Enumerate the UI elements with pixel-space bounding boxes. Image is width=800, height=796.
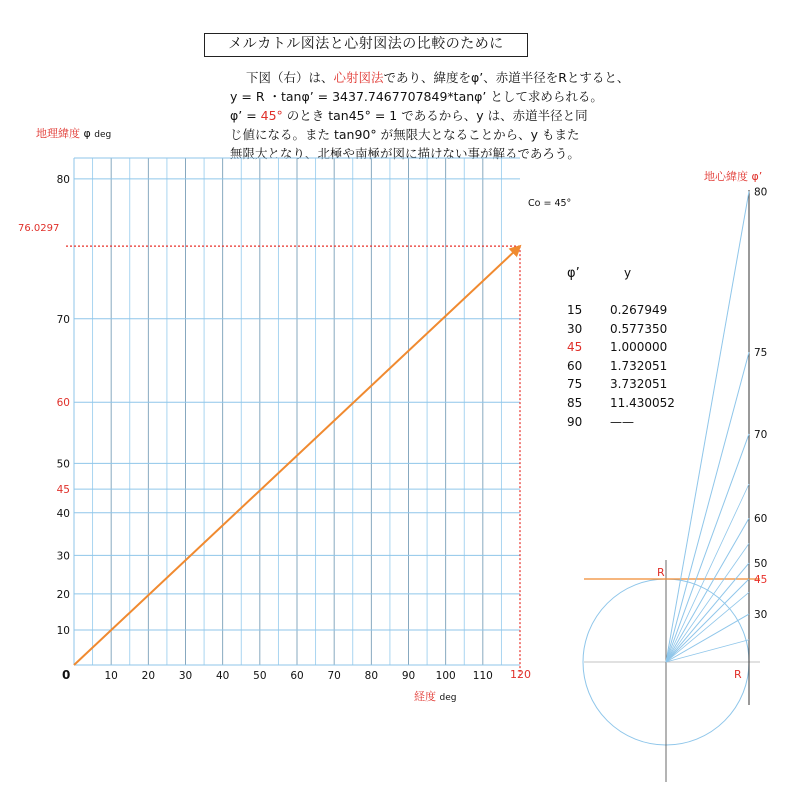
x-tick-label: 10 — [104, 670, 118, 682]
x-tick-label: 80 — [364, 670, 379, 682]
projection-ray — [666, 352, 749, 662]
x-tick-label: 40 — [215, 670, 230, 682]
description-highlight: 心射図法 — [333, 70, 384, 85]
projection-ray — [666, 434, 749, 662]
ray-label: 70 — [754, 428, 768, 441]
table-cell-phi: 90 — [567, 414, 583, 429]
y-axis-title — [36, 125, 111, 141]
x-tick-label: 50 — [253, 670, 267, 682]
table-cell-y: 1.000000 — [610, 340, 668, 355]
table-cell-phi: 15 — [567, 303, 583, 317]
y-tick-label: 30 — [56, 550, 70, 563]
ray-label: 30 — [754, 609, 768, 622]
projection-ray — [666, 614, 749, 662]
table-cell-phi: 30 — [567, 321, 583, 336]
right-diagram-title-text: 地心緯度 φ’ — [704, 170, 763, 183]
y-tick-label: 10 — [56, 625, 70, 637]
y-marker-label: 76.0297 — [18, 223, 60, 234]
series-label: Co = 45° — [528, 198, 572, 209]
gnomonic-diagram — [583, 186, 767, 782]
description-line-5: 無限大となり、北極や南極が図に描けない事が解るであろう。 — [230, 146, 580, 161]
y-tick-label: 80 — [56, 173, 70, 186]
table-cell-phi: 45 — [567, 340, 583, 355]
description-text: であり、緯度をφ’、赤道半径をRとすると、 — [383, 70, 630, 85]
x-tick-label: 100 — [435, 670, 456, 682]
y-tick-label-highlight: 60 — [56, 397, 70, 410]
x-axis-title-text: 経度 — [414, 690, 436, 703]
projection-ray-minor — [666, 640, 749, 662]
ray-label: 50 — [754, 558, 768, 571]
description-text: 下図（右）は、 — [246, 70, 334, 85]
y-axis-unit: deg — [94, 130, 112, 140]
x-tick-label: 60 — [290, 670, 304, 682]
x-tick-label: 110 — [472, 670, 493, 682]
ray-label: 45 — [754, 574, 768, 586]
table-header-y: y — [624, 266, 632, 280]
y-tick-label: 40 — [56, 507, 70, 520]
table-cell-phi: 85 — [567, 396, 583, 410]
page-title: メルカトル図法と心射図法の比較のために — [204, 33, 528, 57]
projection-ray-minor — [666, 484, 749, 662]
table-cell-y: 0.577350 — [610, 321, 668, 336]
x-axis-unit: deg — [439, 693, 457, 703]
right-diagram-title — [704, 168, 762, 184]
table-cell-y: 11.430052 — [610, 396, 675, 410]
r-label-top: R — [657, 566, 665, 579]
table-cell-phi: 75 — [567, 377, 583, 392]
x-tick-label: 70 — [327, 670, 341, 682]
x-tick-label: 30 — [178, 670, 193, 682]
description-highlight: 45° — [260, 108, 283, 123]
r-label-right: R — [734, 668, 742, 681]
table-cell-y: 3.732051 — [610, 377, 668, 392]
origin-label: 0 — [62, 668, 71, 682]
ray-label: 80 — [754, 186, 768, 199]
vertical-grid — [93, 158, 520, 665]
ray-label: 75 — [754, 347, 768, 360]
y-tick-label: 20 — [56, 588, 70, 601]
table-cell-y: 0.267949 — [610, 303, 668, 317]
description-text: のとき tan45° = 1 であるから、y は、赤道半径と同 — [282, 108, 588, 123]
x-axis-title — [414, 688, 456, 704]
y-axis-symbol: φ — [83, 127, 91, 140]
y-tick-label: 50 — [56, 458, 70, 471]
x-tick-label: 20 — [141, 670, 156, 682]
y-axis-title-text: 地理緯度 — [36, 127, 80, 140]
y-tick-label-highlight: 45 — [56, 484, 70, 497]
table-header-phi: φ’ — [567, 266, 580, 281]
description-line-2: y = R ・tanφ’ = 3437.7467707849*tanφ’ として求められる。 — [230, 89, 603, 104]
ray-label: 60 — [754, 513, 768, 526]
description-line-4: じ値になる。また tan90° が無限大となることから、y もまた — [230, 127, 580, 142]
table-cell-y: 1.732051 — [610, 358, 668, 373]
table-cell-phi: 60 — [567, 358, 583, 373]
projection-ray — [666, 563, 749, 662]
y-tick-label: 70 — [56, 313, 70, 326]
table-cell-y: —— — [610, 414, 634, 429]
x-end-label: 120 — [510, 668, 531, 681]
x-tick-label: 90 — [401, 670, 416, 682]
description-text: φ’ = — [230, 108, 261, 123]
